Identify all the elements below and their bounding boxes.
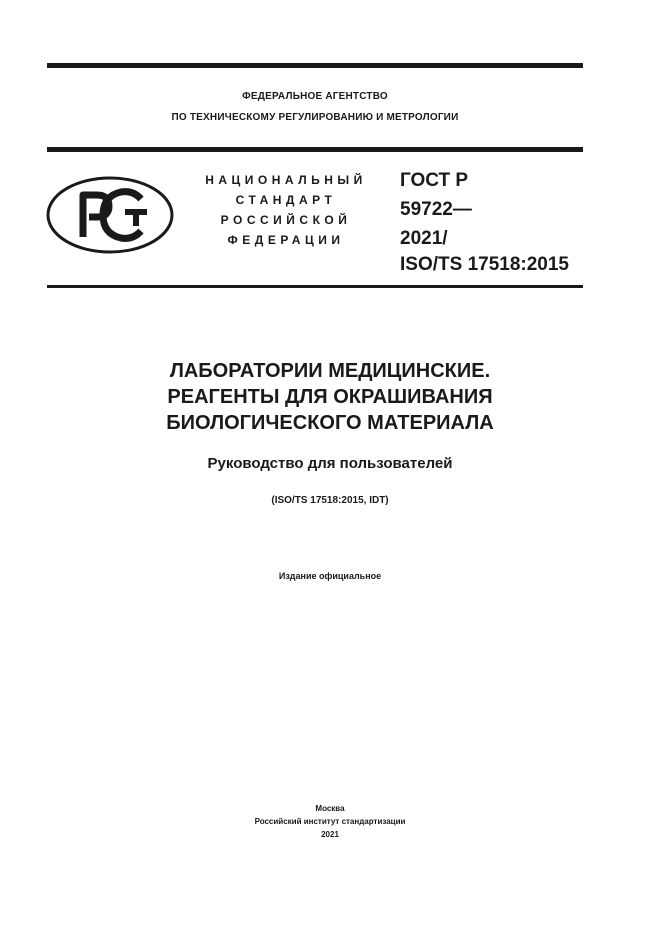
standard-type-line-2: СТАНДАРТ (235, 193, 337, 207)
designation-line-2: 59722— (400, 199, 472, 220)
designation-line-3: 2021/ (400, 228, 448, 249)
top-rule (47, 63, 583, 68)
document-subtitle: Руководство для пользователей (207, 455, 453, 472)
footer-year: 2021 (321, 830, 339, 839)
bottom-rule (47, 285, 583, 288)
identity-note: (ISO/TS 17518:2015, IDT) (271, 495, 389, 506)
document-title-line-1: ЛАБОРАТОРИИ МЕДИЦИНСКИЕ. (169, 360, 491, 382)
agency-line-2: ПО ТЕХНИЧЕСКОМУ РЕГУЛИРОВАНИЮ И МЕТРОЛОГИИ (171, 112, 459, 123)
standard-type-line-3: РОССИЙСКОЙ (220, 213, 352, 227)
document-title-line-3: БИОЛОГИЧЕСКОГО МАТЕРИАЛА (166, 412, 494, 434)
edition-note: Издание официальное (278, 571, 382, 581)
designation-line-1: ГОСТ Р (400, 170, 469, 191)
standard-type-line-1: НАЦИОНАЛЬНЫЙ (205, 173, 367, 187)
standard-type-line-4: ФЕДЕРАЦИИ (227, 233, 345, 247)
agency-line-1: ФЕДЕРАЛЬНОЕ АГЕНТСТВО (242, 91, 388, 102)
rst-certification-mark-icon (45, 175, 175, 255)
footer-city: Москва (315, 804, 345, 813)
document-title-line-2: РЕАГЕНТЫ ДЛЯ ОКРАШИВАНИЯ (167, 386, 493, 408)
designation-line-4: ISO/TS 17518:2015 (400, 254, 569, 275)
middle-rule (47, 147, 583, 152)
footer-publisher: Российский институт стандартизации (254, 817, 406, 826)
